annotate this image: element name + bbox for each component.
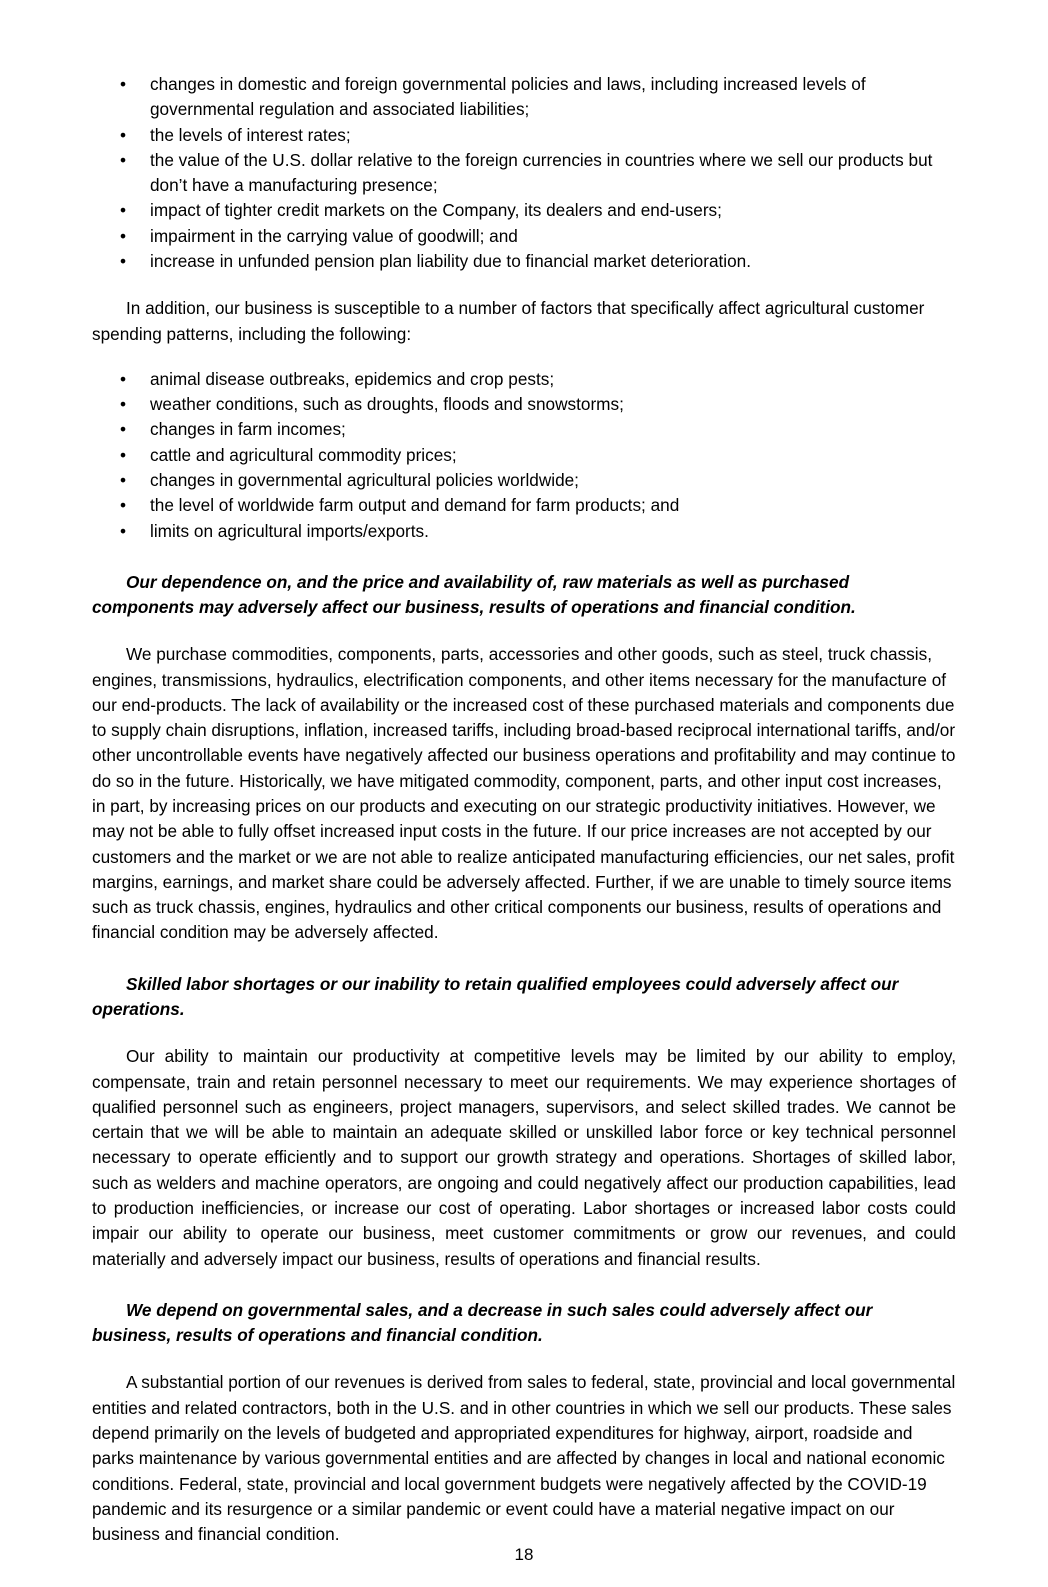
list-item-text: impact of tighter credit markets on the Company, its dealers and end-users;: [150, 200, 722, 221]
list-item: [92, 519, 956, 544]
bullet-icon: •: [120, 250, 127, 271]
list-item-text: increase in unfunded pension plan liability due to financial market deterioration.: [150, 250, 751, 271]
risk-factor-list-two: [92, 367, 956, 544]
list-item: [92, 468, 956, 493]
bullet-icon: •: [120, 74, 127, 94]
list-item: [92, 148, 956, 199]
list-item-text: limits on agricultural imports/exports.: [150, 520, 429, 541]
bullet-icon: •: [120, 419, 127, 440]
section-heading-raw-materials: Our dependence on, and the price and availability of, raw materials as well as purchased components may adversely affect our business, results of operations and financial condition.: [92, 571, 856, 618]
paragraph-skilled-labor: Our ability to maintain our productivity at competitive levels may be limited by our ability to employ, compensate, train and retain personnel necessary to meet our requirements. We may experience shortages of qualified personnel such as engineers, project managers, supervisors, and select skilled trades. We cannot be certain that we will be able to maintain an adequate skilled or unskilled labor force or key technical personnel necessary to operate efficiently and to support our growth strategy and operations. Shortages of skilled labor, such as welders and machine operators, are ongoing and could negatively affect our production capabilities, lead to production inefficiencies, or increase our cost of operating. Labor shortages or increased labor costs could impair our ability to operate our business, meet customer commitments or grow our revenues, and could materially and adversely impact our business, results of operations and financial results.: [92, 1046, 956, 1269]
list-item-text: animal disease outbreaks, epidemics and crop pests;: [150, 368, 555, 389]
list-item-text: impairment in the carrying value of goodwill; and: [150, 225, 518, 246]
bullet-icon: •: [120, 124, 127, 145]
bullet-icon: •: [120, 444, 127, 465]
list-item: [92, 417, 956, 442]
list-item: [92, 123, 956, 148]
section-heading-skilled-labor: Skilled labor shortages or our inability to retain qualified employees could adversely affect our operations.: [92, 973, 899, 1019]
bullet-icon: •: [120, 495, 127, 516]
page-content: [92, 72, 956, 1547]
list-item: [92, 198, 956, 223]
list-item: [92, 493, 956, 518]
list-item-text: the value of the U.S. dollar relative to the foreign currencies in countries where we sell our products but don’t have a manufacturing presence;: [150, 149, 933, 196]
spacer: [92, 347, 956, 367]
bullet-icon: •: [120, 520, 127, 541]
paragraph-governmental-sales: A substantial portion of our revenues is derived from sales to federal, state, provincial and local governmental entities and related contractors, both in the U.S. and in other countries in which we sell our products. These sales depend primarily on the levels of budgeted and appropriated expenditures for highway, airport, roadside and parks maintenance by various governmental entities and are affected by changes in local and national economic conditions. Federal, state, provincial and local government budgets were negatively affected by the COVID-19 pandemic and its resurgence or a similar pandemic or event could have a material negative impact on our business and financial condition.: [92, 1372, 956, 1545]
paragraph-raw-materials: We purchase commodities, components, parts, accessories and other goods, such as steel, truck chassis, engines, transmissions, hydraulics, electrification components, and other items necessary for the manufacture of our end-products. The lack of availability or the increased cost of these purchased materials and components due to supply chain disruptions, inflation, increased tariffs, including broad-based reciprocal international tariffs, and/or other uncontrollable events have negatively affected our business operations and profitability and may continue to do so in the future. Historically, we have mitigated commodity, component, parts, and other input cost increases, in part, by increasing prices on our products and executing on our strategic productivity initiatives. However, we may not be able to fully offset increased input costs in the future. If our price increases are not accepted by our customers and the market or we are not able to realize anticipated manufacturing efficiencies, our net sales, profit margins, earnings, and market share could be adversely affected. Further, if we are unable to timely source items such as truck chassis, engines, hydraulics and other critical components our business, results of operations and financial condition may be adversely affected.: [92, 644, 956, 943]
list-item: [92, 72, 956, 123]
list-item: [92, 249, 956, 274]
list-item: [92, 392, 956, 417]
list-item-text: changes in domestic and foreign governmental policies and laws, including increased levels of governmental regulation and associated liabilities;: [150, 74, 866, 120]
list-item-text: cattle and agricultural commodity prices;: [150, 444, 457, 465]
list-item-text: the level of worldwide farm output and demand for farm products; and: [150, 495, 680, 516]
bullet-icon: •: [120, 200, 127, 221]
list-item-text: the levels of interest rates;: [150, 124, 351, 145]
bullet-icon: •: [120, 368, 127, 389]
page-number: 18: [514, 1545, 534, 1565]
bullet-icon: •: [120, 394, 127, 415]
bullet-icon: •: [120, 469, 127, 490]
list-item: [92, 367, 956, 392]
list-item-text: changes in governmental agricultural policies worldwide;: [150, 469, 579, 490]
list-item-text: changes in farm incomes;: [150, 419, 346, 440]
list-item: [92, 443, 956, 468]
list-item-text: weather conditions, such as droughts, floods and snowstorms;: [150, 394, 624, 415]
intro-paragraph: In addition, our business is susceptible to a number of factors that specifically affect agricultural customer spending patterns, including the following:: [92, 298, 925, 344]
risk-factor-list-one: [92, 72, 956, 274]
list-item: [92, 224, 956, 249]
bullet-icon: •: [120, 225, 127, 246]
section-heading-governmental-sales: We depend on governmental sales, and a decrease in such sales could adversely affect our business, results of operations and financial condition.: [92, 1299, 873, 1346]
bullet-icon: •: [120, 149, 127, 170]
